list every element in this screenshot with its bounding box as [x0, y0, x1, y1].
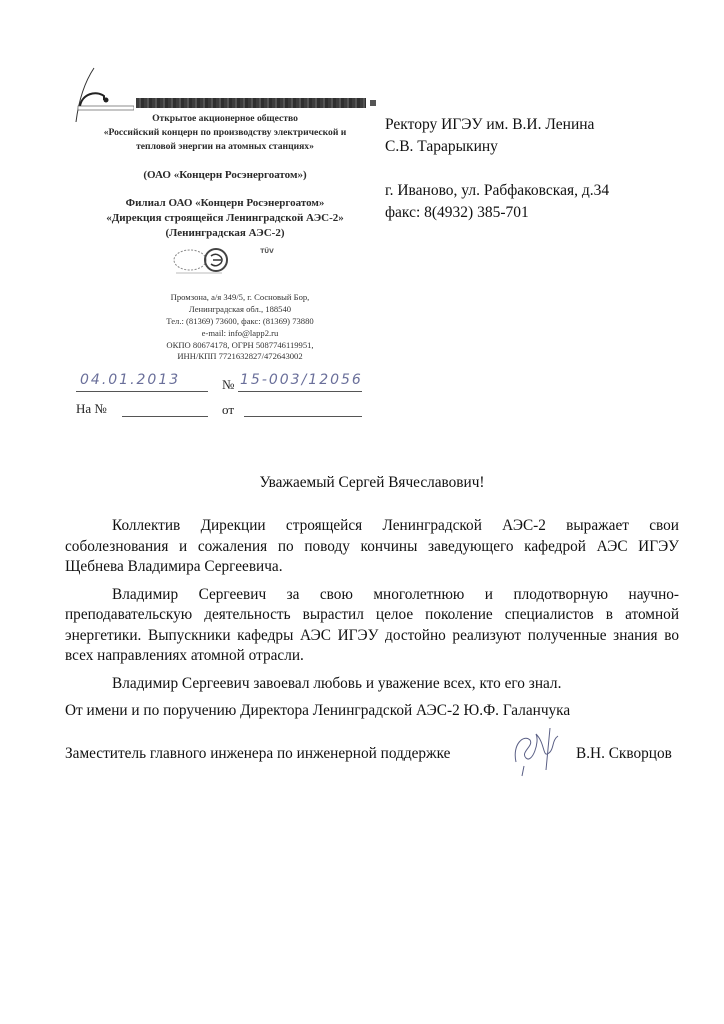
salutation: Уважаемый Сергей Вячеславович! [259, 474, 485, 491]
contact-line-5: ОКПО 80674178, ОГРН 5087746119951, [166, 340, 314, 350]
handwritten-date: 04.01.2013 [80, 372, 181, 388]
contact-line-6: ИНН/КПП 7721632827/472643002 [177, 351, 303, 361]
date-underline [76, 391, 208, 392]
branch-line-2: «Дирекция строящейся Ленинградской АЭС-2» [106, 212, 344, 224]
branch-line-3: (Ленинградская АЭС-2) [165, 227, 285, 239]
handwritten-signature [506, 722, 566, 780]
recipient-line-1: Ректору ИГЭУ им. В.И. Ленина [385, 116, 595, 133]
tuv-certification-mark: TÜV [260, 248, 274, 255]
letter-body [65, 516, 679, 701]
recipient-line-2: С.В. Тарарыкину [385, 138, 498, 155]
org-name-line-2: «Российский концерн по производству электрической и [103, 127, 347, 138]
branch-line-1: Филиал ОАО «Концерн Росэнергоатом» [125, 197, 325, 209]
contact-line-1: Промзона, а/я 349/5, г. Сосновый Бор, [170, 292, 310, 302]
reference-date-underline [244, 416, 362, 417]
recipient-fax: факс: 8(4932) 385-701 [385, 204, 529, 221]
org-name-line-3: тепловой энергии на атомных станциях» [136, 141, 314, 152]
contact-line-2: Ленинградская обл., 188540 [188, 304, 292, 314]
certification-emblems [172, 248, 242, 278]
signer-title: Заместитель главного инженера по инженерной поддержке [65, 745, 451, 762]
recipient-address: г. Иваново, ул. Рабфаковская, д.34 [385, 182, 610, 199]
org-short-name: (ОАО «Концерн Росэнергоатом») [143, 169, 307, 181]
signer-name: В.Н. Скворцов [576, 745, 672, 762]
on-behalf-line: От имени и по поручению Директора Ленинградской АЭС-2 Ю.Ф. Галанчука [65, 702, 571, 719]
reference-date-label: от [222, 402, 235, 417]
body-paragraph-1: Коллектив Дирекции строящейся Ленинградской АЭС-2 выражает свои соболезнования и сожаления по поводу кончины заведующего кафедрой АЭС ИГЭУ Щебнева Владимира Сергеевича. [65, 517, 679, 575]
letterhead-band [136, 98, 366, 108]
body-paragraph-2: Владимир Сергеевич за свою многолетнюю и плодотворную научно-преподавательскую деятельность вырастил целое поколение специалистов в атомной энергетики. Выпускники кафедры АЭС ИГЭУ достойно реализуют полученные знания во всех направлениях атомной отрасли. [65, 585, 679, 664]
letterhead-band-end [370, 100, 376, 106]
reference-number-underline [122, 416, 208, 417]
handwritten-outgoing-number: 15-003/12056 [240, 372, 363, 388]
contact-email: e-mail: info@lapp2.ru [201, 328, 279, 338]
contact-line-3: Тел.: (81369) 73600, факс: (81369) 73880 [166, 316, 314, 326]
org-name-line-1: Открытое акционерное общество [152, 113, 298, 124]
outgoing-number-label: № [222, 377, 235, 392]
body-paragraph-3: Владимир Сергеевич завоевал любовь и уважение всех, кто его знал. [112, 674, 562, 692]
number-underline [238, 391, 362, 392]
reference-number-label: На № [76, 401, 107, 416]
